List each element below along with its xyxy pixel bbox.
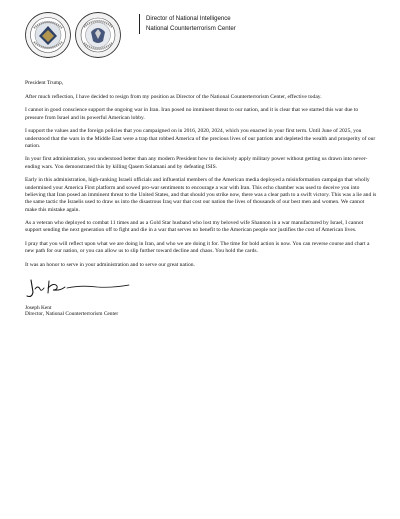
paragraph-2: I cannot in good conscience support the ongoing war in Iran. Iran posed no imminent threat to our nation, and it is clear that we started this war due to pressure from Israel and its powerful American lobby. bbox=[25, 107, 359, 121]
letterhead bbox=[25, 12, 380, 68]
paragraph-5: Early in this administration, high-ranking Israeli officials and influential members of the American media deployed a misinformation campaign that wholly undermined your America First platform and sowed pro-war sentiments to encourage a war with Iran. This echo chamber was used to deceive you into believing that Iran posed an imminent threat to the United States, and that should you strike now, there was a clear path to a swift victory. This was a lie and is the same tactic the Israelis used to draw us into the disastrous Iraq war that cost our nation the lives of thousands of our best men and women. We cannot make this mistake again. bbox=[25, 177, 377, 213]
org-line-odni: Director of National Intelligence bbox=[146, 15, 231, 22]
letter-body bbox=[25, 80, 377, 318]
paragraph-6: As a veteran who deployed to combat 11 times and as a Gold Star husband who lost my beloved wife Shannon in a war manufactured by Israel, I cannot support sending the next generation off to fight and die in a war that serves no benefit to the American people nor justifies the cost of American lives. bbox=[25, 220, 364, 234]
letterhead-org-names bbox=[139, 14, 236, 34]
paragraph-3: I support the values and the foreign policies that you campaigned on in 2016, 2020, 2024, which you enacted in your first term. Until June of 2025, you understood that the wars in the Middle East were a trap that robbed America of the precious lives of our patriots and depleted the wealth and prosperity of our nation. bbox=[25, 128, 376, 149]
nctc-seal-icon bbox=[75, 12, 121, 58]
signer-name: Joseph Kent bbox=[25, 304, 52, 311]
paragraph-4: In your first administration, you understood better than any modern President how to decisively apply military power without getting us drawn into never-ending wars. You demonstrated this by killing Qasem Solamani and by defeating ISIS. bbox=[25, 156, 368, 170]
paragraph-8: It was an honor to serve in your administration and to serve our great nation. bbox=[25, 261, 195, 268]
signer-title: Director, National Counterterrorism Center bbox=[25, 311, 119, 318]
handwritten-signature-icon bbox=[25, 276, 135, 300]
org-line-nctc: National Counterterrorism Center bbox=[146, 25, 236, 32]
salutation: President Trump, bbox=[25, 80, 64, 86]
paragraph-7: I pray that you will reflect upon what we are doing in Iran, and who we are doing it for. The time for bold action is now. You can reverse course and chart a new path for our nation, or you can allow us to slip further toward decline and chaos. You hold the cards. bbox=[25, 241, 370, 255]
paragraph-1: After much reflection, I have decided to resign from my position as Director of the National Counterterrorism Center, effective today. bbox=[25, 93, 322, 100]
odni-seal-icon bbox=[25, 12, 71, 58]
signature-block bbox=[25, 305, 377, 318]
